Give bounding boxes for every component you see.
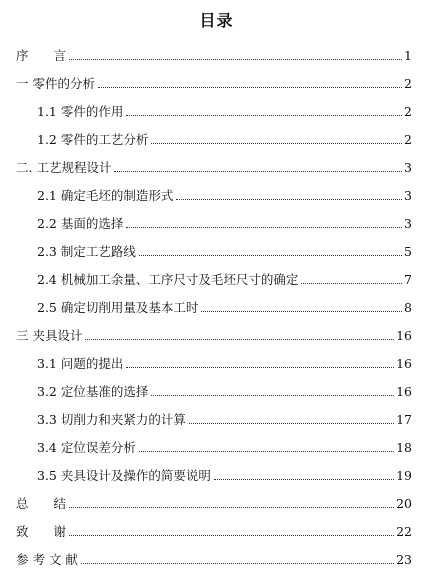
toc-entry-label: 2.4 机械加工余量、工序尺寸及毛坯尺寸的确定 xyxy=(37,272,299,287)
toc-entry[interactable] xyxy=(16,44,412,64)
toc-entry-label: 致 谢 xyxy=(16,524,67,539)
dot-leader xyxy=(69,534,394,536)
toc-entry-label: 序 言 xyxy=(16,48,67,63)
toc-entry-page: 7 xyxy=(404,272,412,287)
dot-leader xyxy=(81,562,394,564)
toc-entry-label: 三 夹具设计 xyxy=(16,328,83,343)
toc-entry[interactable] xyxy=(37,352,412,372)
toc-entry[interactable] xyxy=(16,156,412,176)
toc-entry-label: 3.5 夹具设计及操作的简要说明 xyxy=(37,468,211,483)
toc-entry-page: 5 xyxy=(404,244,412,259)
dot-leader xyxy=(201,310,402,312)
toc-entry-label: 2.5 确定切削用量及基本工时 xyxy=(37,300,199,315)
toc-entry-page: 3 xyxy=(404,160,412,175)
dot-leader xyxy=(98,86,402,88)
toc-entry[interactable] xyxy=(37,268,412,288)
toc-entry-page: 3 xyxy=(404,216,412,231)
toc-entry-label: 1.2 零件的工艺分析 xyxy=(37,132,149,147)
dot-leader xyxy=(139,254,402,256)
toc-entry-page: 3 xyxy=(404,188,412,203)
toc-entry[interactable] xyxy=(16,520,412,540)
dot-leader xyxy=(214,478,394,480)
toc-entry-label: 2.1 确定毛坯的制造形式 xyxy=(37,188,174,203)
toc-entry-page: 23 xyxy=(396,552,412,567)
toc-entry[interactable] xyxy=(37,128,412,148)
toc-entry-page: 19 xyxy=(396,468,412,483)
toc-entry-page: 8 xyxy=(404,300,412,315)
toc-entry-label: 1.1 零件的作用 xyxy=(37,104,124,119)
toc-entry-label: 2.3 制定工艺路线 xyxy=(37,244,136,259)
toc-entry-page: 1 xyxy=(404,48,412,63)
dot-leader xyxy=(301,282,402,284)
toc-entry[interactable] xyxy=(37,464,412,484)
toc-entry[interactable] xyxy=(37,380,412,400)
page-title: 目录 xyxy=(199,11,234,30)
toc-entry[interactable] xyxy=(16,72,412,92)
dot-leader xyxy=(126,114,402,116)
toc-entry[interactable] xyxy=(16,324,412,344)
dot-leader xyxy=(69,58,402,60)
toc-entry-label: 二. 工艺规程设计 xyxy=(16,160,112,175)
toc-entry[interactable] xyxy=(37,100,412,120)
toc-entry-label: 3.1 问题的提出 xyxy=(37,356,124,371)
toc-entry-page: 18 xyxy=(396,440,412,455)
toc-entry[interactable] xyxy=(37,296,412,316)
dot-leader xyxy=(151,142,402,144)
dot-leader xyxy=(189,422,394,424)
toc-entry-label: 总 结 xyxy=(16,496,67,511)
toc-entry[interactable] xyxy=(37,184,412,204)
dot-leader xyxy=(126,226,402,228)
toc-entry-page: 17 xyxy=(396,412,412,427)
toc-entry-page: 16 xyxy=(396,356,412,371)
toc-entry[interactable] xyxy=(37,436,412,456)
dot-leader xyxy=(176,198,402,200)
dot-leader xyxy=(126,366,394,368)
toc-entry[interactable] xyxy=(37,240,412,260)
toc-entry-page: 2 xyxy=(404,76,412,91)
toc-entry-page: 16 xyxy=(396,328,412,343)
dot-leader xyxy=(85,338,394,340)
toc-entry-page: 20 xyxy=(396,496,412,511)
toc-entry-page: 22 xyxy=(396,524,412,539)
toc-entry-label: 3.4 定位误差分析 xyxy=(37,440,136,455)
dot-leader xyxy=(139,450,394,452)
toc-entry-page: 2 xyxy=(404,132,412,147)
toc-entry-page: 16 xyxy=(396,384,412,399)
toc-entry[interactable] xyxy=(37,408,412,428)
dot-leader xyxy=(151,394,394,396)
dot-leader xyxy=(69,506,394,508)
toc-entry-label: 2.2 基面的选择 xyxy=(37,216,124,231)
dot-leader xyxy=(114,170,402,172)
toc-entry-label: 参 考 文 献 xyxy=(16,552,78,567)
toc-entry-label: 3.2 定位基准的选择 xyxy=(37,384,149,399)
toc-entry[interactable] xyxy=(16,492,412,512)
toc-entry-page: 2 xyxy=(404,104,412,119)
toc-entry-label: 3.3 切削力和夹紧力的计算 xyxy=(37,412,186,427)
toc-entry[interactable] xyxy=(16,548,412,568)
toc-entry[interactable] xyxy=(37,212,412,232)
toc-entry-label: 一 零件的分析 xyxy=(16,76,95,91)
